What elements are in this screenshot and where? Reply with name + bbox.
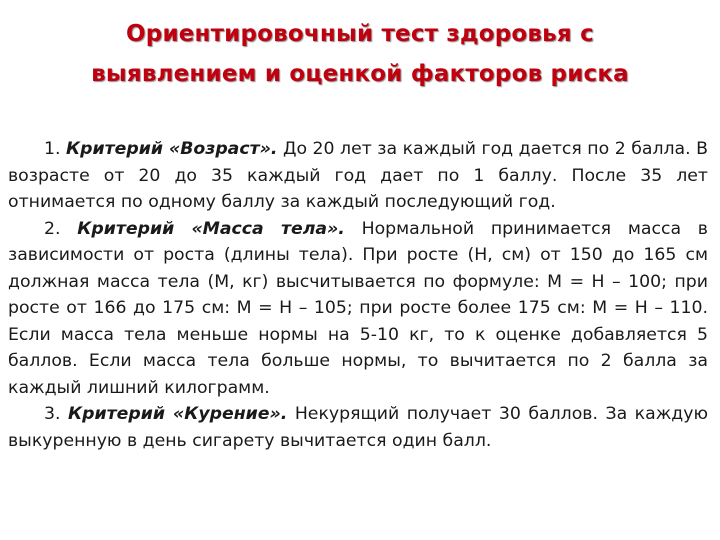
- title-line-1: Ориентировочный тест здоровья с: [126, 21, 594, 47]
- criterion-text: Некурящий получает 30 баллов. За каждую выкуренную в день сигарету вычитается один балл.: [8, 404, 709, 451]
- criterion-label: Критерий «Масса тела».: [77, 218, 345, 239]
- item-number: 3.: [44, 404, 61, 424]
- criterion-weight-item: [8, 216, 708, 402]
- slide-title: [40, 14, 680, 94]
- criteria-list: [8, 136, 708, 454]
- criterion-age-item: [8, 136, 708, 216]
- criterion-text: Нормальной принимается масса в зависимости от роста (длины тела). При росте (Н, см) от 150 до 165 см должная масса тела (М, кг) высчитывается по формуле: М = Н – 100; при росте от 166 до 175 см: М = Н – 105; при росте более 175 см: М = Н – 110. Если масса тела меньше нормы на 5-10 кг, то к оценке добавляется 5 баллов. Если масса тела больше нормы, то вычитается по 2 балла за каждый лишний килограмм.: [8, 218, 708, 398]
- item-number: 1.: [44, 139, 61, 159]
- criterion-label: Критерий «Возраст».: [66, 139, 278, 159]
- criterion-label: Критерий «Курение».: [68, 404, 288, 424]
- item-number: 2.: [44, 218, 61, 239]
- criterion-text: До 20 лет за каждый год дается по 2 балла. В возрасте от 20 до 35 каждый год дает по 1 баллу. После 35 лет отнимается по одному баллу за каждый последующий год.: [8, 139, 708, 212]
- criterion-smoking-item: [8, 401, 708, 454]
- title-line-2: выявлением и оценкой факторов риска: [91, 61, 629, 87]
